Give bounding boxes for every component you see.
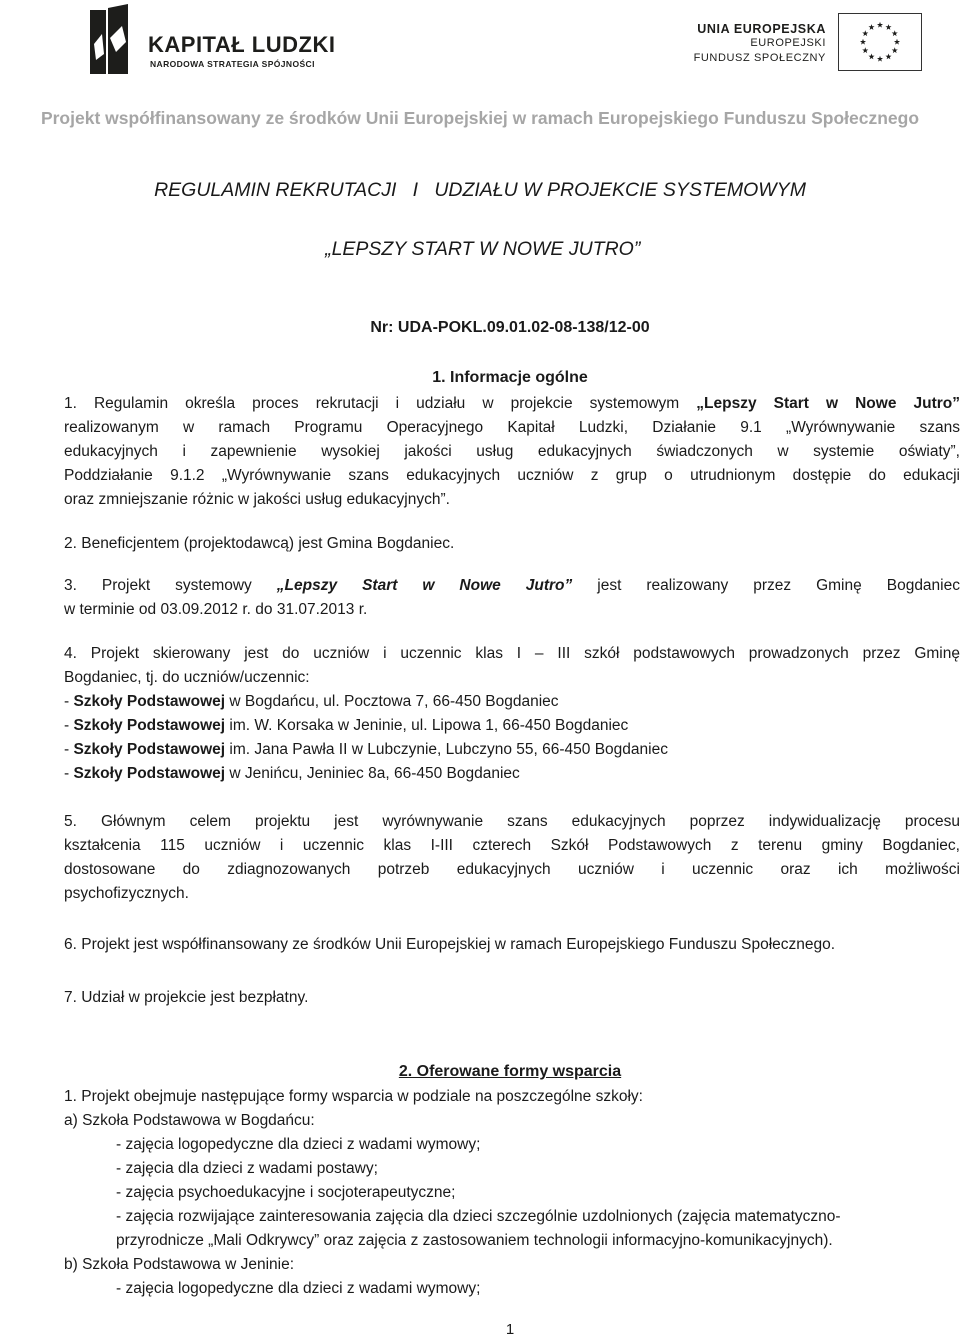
p3-text-c: jest realizowany przez Gminę Bogdaniec: [572, 577, 960, 594]
list-item: - zajęcia psychoedukacyjne i socjoterapeutyczne;: [116, 1184, 456, 1201]
eu-line-2: EUROPEJSKI: [750, 37, 826, 49]
p3-text-a: 3. Projekt systemowy: [64, 577, 277, 594]
eu-star-icon: [877, 56, 883, 62]
p1-line-4: Poddziałanie 9.1.2 „Wyrównywanie szans edukacyjnych uczniów z grup o utrudnionym dostępie do edukacji: [64, 467, 960, 484]
eu-line-3: FUNDUSZ SPOŁECZNY: [693, 52, 826, 64]
section-2-heading: [0, 1063, 960, 1081]
paragraph-2: 2. Beneficjentem (projektodawcą) jest Gmina Bogdaniec.: [64, 535, 455, 552]
eu-label: [694, 22, 826, 66]
eu-star-icon: [885, 54, 891, 60]
p3-line-1: [64, 574, 960, 598]
kl-name: KAPITAŁ LUDZKI: [148, 32, 336, 57]
school-item: - Szkoły Podstawowej w Jenińcu, Jeniniec 8a, 66-450 Bogdaniec: [64, 765, 520, 782]
paragraph-6: 6. Projekt jest współfinansowany ze środków Unii Europejskiej w ramach Europejskiego Funduszu Społecznego.: [64, 936, 836, 953]
eu-line-1: UNIA EUROPEJSKA: [697, 22, 826, 36]
project-name: „LEPSZY START W NOWE JUTRO”: [319, 238, 641, 260]
paragraph-3: [64, 574, 960, 622]
paragraph-4: [64, 642, 960, 786]
school-item: - Szkoły Podstawowej im. Jana Pawła II w Lubczynie, Lubczyno 55, 66-450 Bogdaniec: [64, 741, 668, 758]
section-2-body: [64, 1085, 960, 1301]
p1-text: 1. Regulamin określa proces rekrutacji i udziału w projekcie systemowym: [64, 395, 697, 412]
eu-flag-icon: [838, 13, 922, 71]
eu-star-icon: [885, 24, 891, 30]
section-2-intro: 1. Projekt obejmuje następujące formy wsparcia w podziale na poszczególne szkoły:: [64, 1088, 643, 1105]
p1-line-1: [64, 392, 960, 416]
school-a-heading: a) Szkoła Podstawowa w Bogdańcu:: [64, 1112, 315, 1129]
kapital-ludzki-logo-icon: [88, 4, 136, 74]
project-name-bold: „Lepszy Start w Nowe Jutro”: [696, 395, 960, 412]
p5-line-4: psychofizycznych.: [64, 885, 189, 902]
eu-star-icon: [868, 54, 874, 60]
section-2-title: 2. Oferowane formy wsparcia: [398, 1063, 622, 1080]
kl-subtitle: NARODOWA STRATEGIA SPÓJNOŚCI: [150, 59, 315, 69]
p5-line-1: 5. Głównym celem projektu jest wyrównywanie szans edukacyjnych poprzez indywidualizację procesu: [64, 813, 960, 830]
list-item: - zajęcia logopedyczne dla dzieci z wadami wymowy;: [116, 1280, 481, 1297]
eu-star-icon: [892, 30, 898, 36]
eu-star-icon: [894, 39, 900, 45]
list-item: - zajęcia logopedyczne dla dzieci z wadami wymowy;: [116, 1136, 481, 1153]
p5-line-3: dostosowane do zdiagnozowanych potrzeb edukacyjnych uczniów i uczennic oraz ich możliwości: [64, 861, 960, 878]
cofunding-banner: Projekt współfinansowany ze środków Unii Europejskiej w ramach Europejskiego Funduszu Społecznego: [40, 108, 920, 128]
list-item: - zajęcia rozwijające zainteresowania zajęcia dla dzieci szczególnie uzdolnionych (zajęcia matematyczno-: [116, 1208, 841, 1225]
eu-star-icon: [862, 30, 868, 36]
eu-star-icon: [860, 39, 866, 45]
paragraph-5: [64, 810, 960, 906]
school-item: - Szkoły Podstawowej w Bogdańcu, ul. Pocztowa 7, 66-450 Bogdaniec: [64, 693, 559, 710]
paragraph-1: [64, 392, 960, 512]
eu-star-icon: [868, 24, 874, 30]
section-1-heading: 1. Informacje ogólne: [432, 369, 588, 386]
document-title: REGULAMIN REKRUTACJI I UDZIAŁU W PROJEKCIE SYSTEMOWYM: [154, 179, 806, 201]
p3-line-2: w terminie od 03.09.2012 r. do 31.07.2013 r.: [64, 601, 368, 618]
eu-star-icon: [892, 47, 898, 53]
list-item-continued: przyrodnicze „Mali Odkrywcy” oraz zajęcia z zastosowaniem technologii informacyjno-komunikacyjnych).: [116, 1232, 833, 1249]
kapital-ludzki-logo: [88, 4, 358, 74]
p4-line-2: Bogdaniec, tj. do uczniów/uczennic:: [64, 669, 310, 686]
p5-line-2: kształcenia 115 uczniów i uczennic klas I-III czterech Szkół Podstawowych z terenu gminy Bogdaniec,: [64, 837, 960, 854]
project-number: Nr: UDA-POKL.09.01.02-08-138/12-00: [370, 319, 650, 336]
paragraph-7: 7. Udział w projekcie jest bezpłatny.: [64, 989, 309, 1006]
p1-line-3: edukacyjnych i zapewnienie wysokiej jakości usług edukacyjnych świadczonych w systemie oświaty”,: [64, 443, 960, 460]
p4-line-1: 4. Projekt skierowany jest do uczniów i uczennic klas I – III szkół podstawowych prowadzonych przez Gminę: [64, 645, 960, 662]
project-name-bold-italic: „Lepszy Start w Nowe Jutro”: [276, 577, 573, 594]
list-item: - zajęcia dla dzieci z wadami postawy;: [116, 1160, 378, 1177]
p1-line-2: realizowanym w ramach Programu Operacyjnego Kapitał Ludzki, Działanie 9.1 „Wyrównywanie szans: [64, 419, 960, 436]
school-item: - Szkoły Podstawowej im. W. Korsaka w Jeninie, ul. Lipowa 1, 66-450 Bogdaniec: [64, 717, 629, 734]
eu-star-icon: [862, 47, 868, 53]
school-b-heading: b) Szkoła Podstawowa w Jeninie:: [64, 1256, 295, 1273]
p1-line-5: oraz zmniejszanie różnic w jakości usług edukacyjnych”.: [64, 491, 450, 508]
eu-star-icon: [877, 22, 883, 28]
page-number: 1: [505, 1321, 515, 1338]
